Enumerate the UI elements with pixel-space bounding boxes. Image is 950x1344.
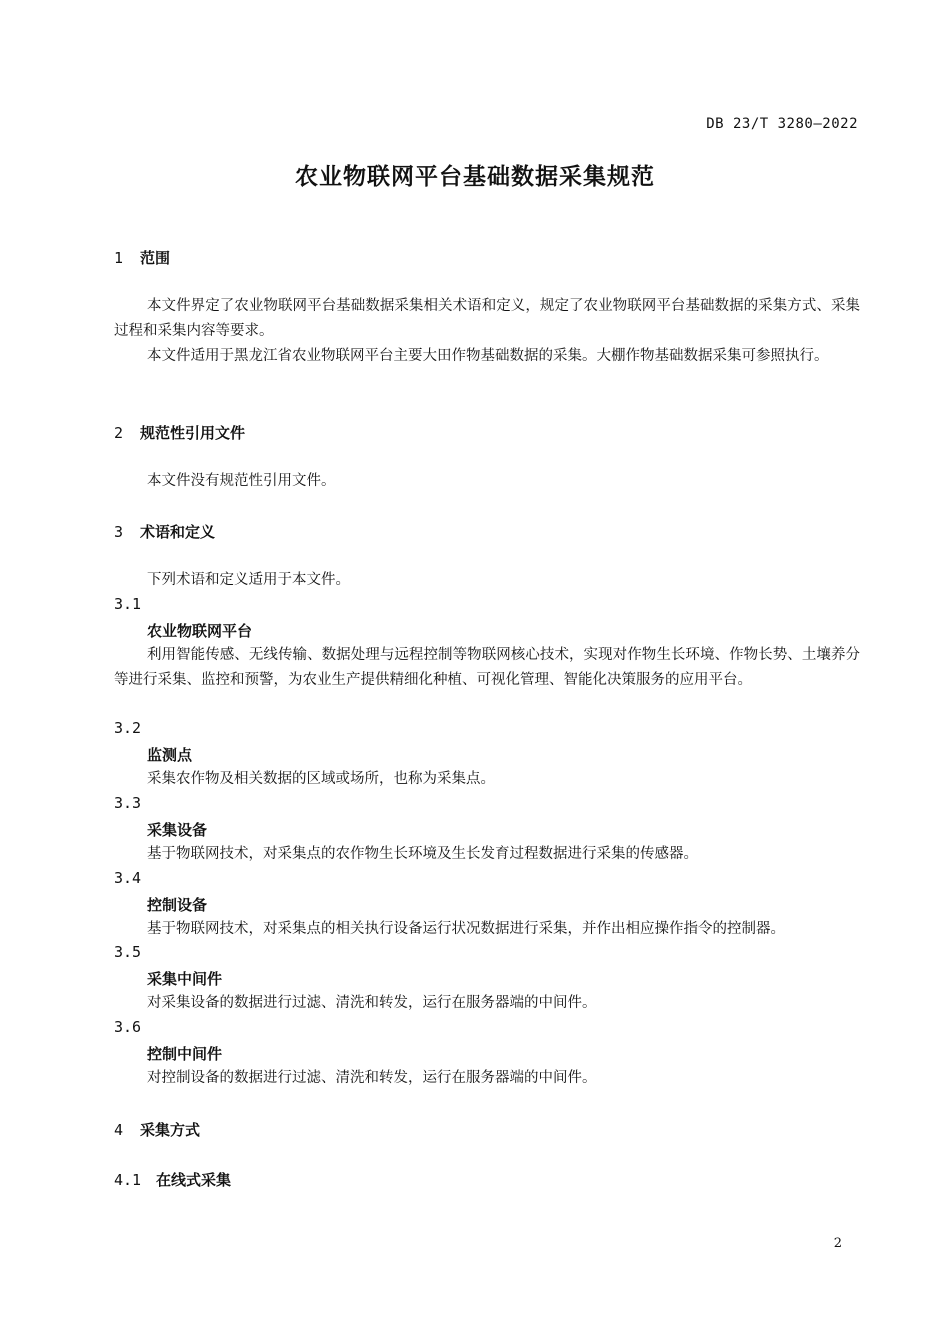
term-number: 3.1 [114,595,142,613]
term-name: 控制中间件 [147,1045,223,1063]
document-number: DB 23/T 3280—2022 [706,116,858,132]
term-definition: 利用智能传感、无线传输、数据处理与远程控制等物联网核心技术，实现对作物生长环境、作物长势、土壤养分等进行采集、监控和预警，为农业生产提供精细化种植、可视化管理、智能化决策服务的应用平台。 [114,647,860,688]
term-name: 采集中间件 [147,970,223,988]
section-1-heading [114,247,170,268]
term-name: 监测点 [147,746,193,764]
term-name: 农业物联网平台 [147,622,253,640]
term-name: 采集设备 [147,821,208,839]
section-number: 4 [114,1121,124,1139]
subsection-4-1-heading [114,1169,231,1190]
subsection-number: 4.1 [114,1171,142,1189]
section-number: 3 [114,523,124,541]
term-name: 控制设备 [147,896,208,914]
section-number: 1 [114,249,124,267]
term-definition: 基于物联网技术，对采集点的相关执行设备运行状况数据进行采集，并作出相应操作指令的控制器。 [147,921,785,937]
page-number: 2 [833,1236,842,1251]
subsection-title: 在线式采集 [156,1171,232,1189]
section-2-heading [114,422,245,443]
section-number: 2 [114,424,124,442]
section-1-paragraph-1: 本文件界定了农业物联网平台基础数据采集相关术语和定义，规定了农业物联网平台基础数据的采集方式、采集过程和采集内容等要求。 [114,298,860,339]
term-number: 3.6 [114,1018,142,1036]
term-definition: 对采集设备的数据进行过滤、清洗和转发，运行在服务器端的中间件。 [147,995,597,1011]
document-title: 农业物联网平台基础数据采集规范 [295,164,655,190]
term-number: 3.4 [114,869,142,887]
section-3-paragraph-1: 下列术语和定义适用于本文件。 [147,572,350,588]
term-definition: 对控制设备的数据进行过滤、清洗和转发，运行在服务器端的中间件。 [147,1070,597,1086]
term-number: 3.3 [114,794,142,812]
term-definition: 采集农作物及相关数据的区域或场所，也称为采集点。 [147,771,495,787]
section-title: 范围 [140,249,171,267]
section-1-paragraph-2: 本文件适用于黑龙江省农业物联网平台主要大田作物基础数据的采集。大棚作物基础数据采集可参照执行。 [147,348,829,364]
term-number: 3.5 [114,943,142,961]
term-definition: 基于物联网技术，对采集点的农作物生长环境及生长发育过程数据进行采集的传感器。 [147,846,698,862]
section-2-paragraph-1: 本文件没有规范性引用文件。 [147,473,336,489]
section-title: 规范性引用文件 [140,424,246,442]
section-title: 采集方式 [140,1121,201,1139]
term-number: 3.2 [114,719,142,737]
section-4-heading [114,1119,200,1140]
section-title: 术语和定义 [140,523,216,541]
section-3-heading [114,521,215,542]
